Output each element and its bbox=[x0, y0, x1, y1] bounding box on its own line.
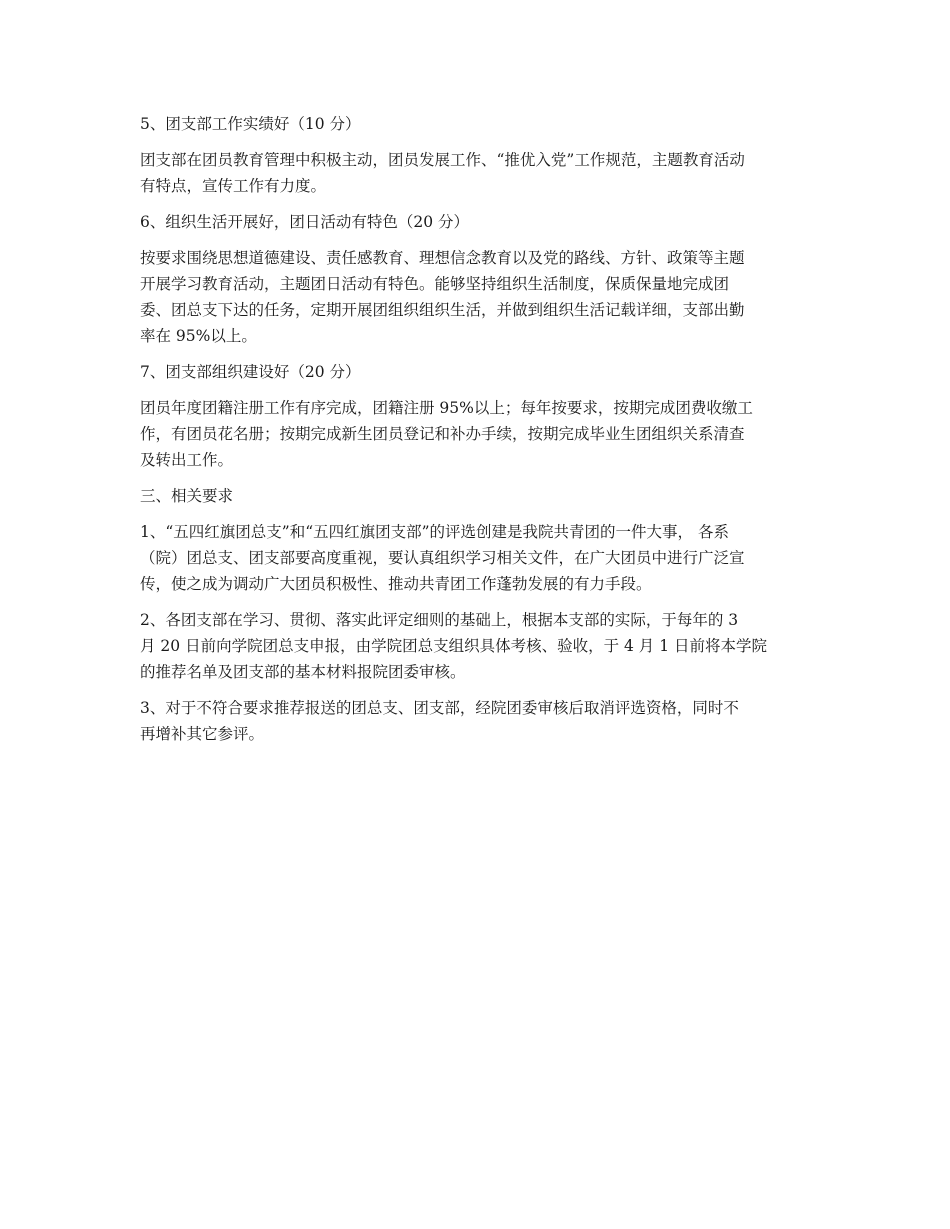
item-7-body: 团员年度团籍注册工作有序完成，团籍注册 95%以上；每年按要求，按期完成团费收缴工 作，有团员花名册；按期完成新生团员登记和补办手续，按期完成毕业生团组织关系清查 及转出工作。 bbox=[140, 399, 753, 469]
document-body bbox=[140, 111, 812, 747]
requirement-2: 2、各团支部在学习、贯彻、落实此评定细则的基础上，根据本支部的实际，于每年的 3 月 20 日前向学院团总支申报，由学院团总支组织具体考核、验收，于 4 月 1 日前将本学院 的推荐名单及团支部的基本材料报院团委审核。 bbox=[140, 611, 768, 681]
item-7-heading: 7、团支部组织建设好（20 分） bbox=[140, 363, 361, 381]
section-3-heading: 三、相关要求 bbox=[140, 487, 234, 505]
requirement-1: 1、“五四红旗团总支”和“五四红旗团支部”的评选创建是我院共青团的一件大事， 各系 （院）团总支、团支部要高度重视，要认真组织学习相关文件，在广大团员中进行广泛宣 传，使之成为调动广大团员积极性、推动共青团工作蓬勃发展的有力手段。 bbox=[140, 523, 745, 593]
item-6-heading: 6、组织生活开展好，团日活动有特色（20 分） bbox=[140, 213, 470, 231]
item-5-body: 团支部在团员教育管理中积极主动，团员发展工作、“推优入党”工作规范，主题教育活动 有特点，宣传工作有力度。 bbox=[140, 151, 745, 195]
item-6-body: 按要求围绕思想道德建设、责任感教育、理想信念教育以及党的路线、方针、政策等主题 开展学习教育活动，主题团日活动有特色。能够坚持组织生活制度，保质保量地完成团 委、团总支下达的任务，定期开展团组织组织生活，并做到组织生活记载详细，支部出勤 率在 95%以上。 bbox=[140, 249, 745, 345]
requirement-3: 3、对于不符合要求推荐报送的团总支、团支部，经院团委审核后取消评选资格，同时不 再增补其它参评。 bbox=[140, 699, 739, 743]
item-5-heading: 5、团支部工作实绩好（10 分） bbox=[140, 115, 361, 133]
